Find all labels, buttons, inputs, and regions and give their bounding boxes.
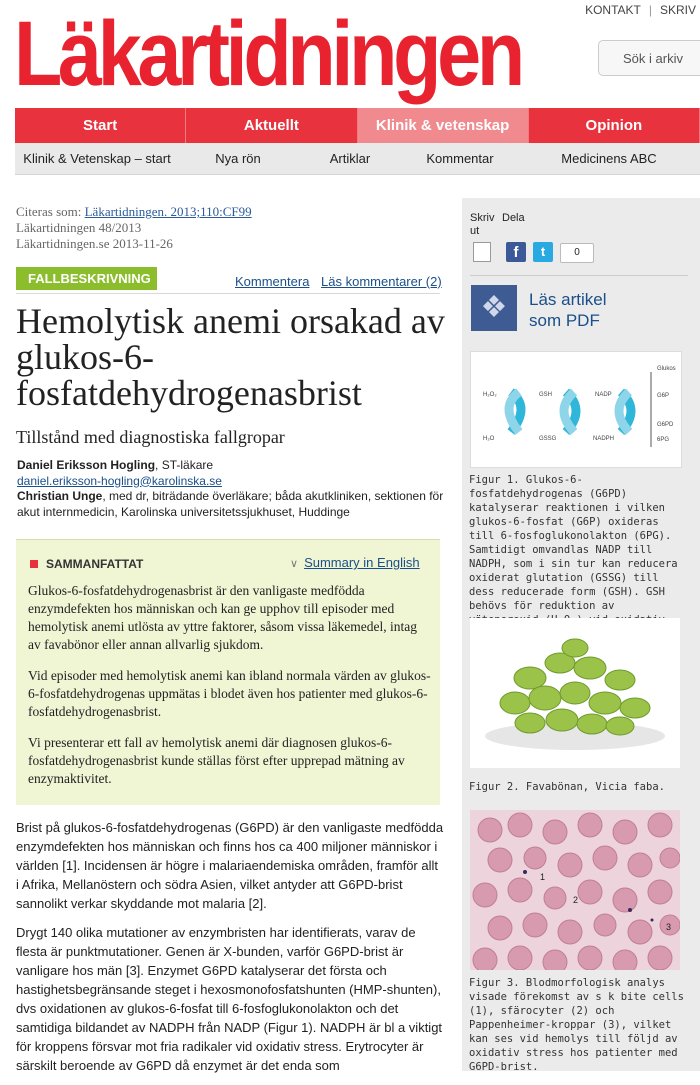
top-links xyxy=(581,3,700,17)
article-subtitle: Tillstånd med diagnostiska fallgropar xyxy=(16,427,285,447)
pdf-icon[interactable]: ❖ xyxy=(471,285,517,331)
secondary-nav xyxy=(15,143,700,175)
nav-opinion[interactable]: Opinion xyxy=(529,108,700,143)
body-paragraph: Brist på glukos-6-fosfatdehydrogenas (G6PD) är den vanligaste medfödda enzymdefekten hos människan och finns hos ca 400 miljoner människor i världen [1]. Incidensen är högre i malariaendemiska områden, framför allt i Afrika, Mellanöstern och södra Asien, vilket antyder att G6PD-brist sannolikt verkar skyddande mot malaria [2]. xyxy=(16,820,444,911)
author1-name: Daniel Eriksson Hogling xyxy=(17,458,156,472)
article-title: Hemolytisk anemi orsakad av glukos-6-fosfatdehydrogenasbrist xyxy=(16,301,445,413)
share-count: 0 xyxy=(560,243,594,263)
summary-heading: SAMMANFATTAT xyxy=(30,557,143,571)
issue-text: Läkartidningen 48/2013 xyxy=(16,220,142,235)
divider xyxy=(470,275,688,276)
search-input[interactable]: Sök i arkiv xyxy=(598,40,700,76)
subnav-nya-ron[interactable]: Nya rön xyxy=(215,151,261,166)
summary-english-toggle[interactable] xyxy=(290,555,420,570)
summary-paragraph: Vi presenterar ett fall av hemolytisk anemi där diagnosen glukos-6-fosfatdehydrogenasbrist kunde ställas först efter upprepad mätning av enzymaktivitet. xyxy=(28,735,405,786)
body-paragraph: Drygt 140 olika mutationer av enzymbristen har identifierats, varav de flesta är punktmutationer. Genen är X-bunden, varför G6PD-brist är vanligare hos män [3]. Enzymet G6PD katalyserar det första och hastighetsbegränsande steget i hexosmonofosfatshunten (HMP-shunten), dvs oxidationen av glukos-6-fosfat till 6-fosfoglukonolakton och det samtidiga bildandet av NADPH från NADP (Figur 1). NADPH är bl a viktigt för kroppens försvar mot fria radikaler vid oxidativ stress. Erytrocyter är särskilt beroende av G6PD då enzymet är det enda som xyxy=(16,925,443,1073)
publish-date: Läkartidningen.se 2013-11-26 xyxy=(16,236,173,251)
figure3-caption: Figur 3. Blodmorfologisk analys visade förekomst av s k bite cells (1), sfärocyter (2) och Pappenheimer-kroppar (3), vilket kan ses vid hemolys till följd av oxidativ stress hos patienter med G6PD-brist. xyxy=(469,977,684,1073)
nav-klinik-vetenskap[interactable]: Klinik & vetenskap xyxy=(358,108,529,143)
chevron-down-icon: ∨ xyxy=(290,558,299,570)
top-links-separator: | xyxy=(648,3,652,17)
fig1-label: NADP xyxy=(595,392,612,398)
cite-link[interactable]: Läkartidningen. 2013;110:CF99 xyxy=(84,204,252,219)
article-body xyxy=(16,818,444,1085)
author2-name: Christian Unge xyxy=(17,489,103,503)
site-logo[interactable]: Läkartidningen xyxy=(14,3,521,105)
divider xyxy=(16,293,440,294)
read-comments-link[interactable]: Läs kommentarer (2) xyxy=(321,274,442,289)
share-label: Dela xyxy=(502,212,525,224)
square-icon xyxy=(30,560,38,568)
fig1-label: GSH xyxy=(539,392,553,398)
figure2-image[interactable] xyxy=(470,618,680,768)
subnav-medicinens-abc[interactable]: Medicinens ABC xyxy=(561,151,657,166)
author-block xyxy=(17,458,447,520)
printer-icon[interactable] xyxy=(473,242,491,262)
summary-body xyxy=(28,582,433,801)
figure3-image[interactable] xyxy=(470,810,680,970)
fig1-label: NADPH xyxy=(593,436,615,442)
summary-paragraph: Vid episoder med hemolytisk anemi kan ibland normala värden av glukos-6-fosfatdehydrogenas uppmätas i blodet även hos patienter med glukos-6-fosfatdehydrogenasbrist. xyxy=(28,668,431,719)
subnav-klinik-start[interactable]: Klinik & Vetenskap – start xyxy=(23,151,171,166)
write-link[interactable]: SKRIV xyxy=(659,3,696,17)
nav-start[interactable]: Start xyxy=(15,108,186,143)
fig3-marker: 1 xyxy=(540,872,546,882)
facebook-icon[interactable]: f xyxy=(506,242,526,262)
print-label[interactable]: Skriv ut xyxy=(470,212,495,237)
citation-block xyxy=(16,204,252,252)
cite-label: Citeras som: xyxy=(16,204,82,219)
primary-nav xyxy=(15,108,700,143)
author2-role: , med dr, biträdande överläkare; båda akutkliniken, sektionen för akut internmedicin, Karolinska universitetssjukhuset, Huddinge xyxy=(17,489,444,519)
contact-link[interactable]: KONTAKT xyxy=(585,3,641,17)
fig1-label: H₂O xyxy=(483,436,495,442)
summary-english-link[interactable]: Summary in English xyxy=(304,555,420,570)
comment-link[interactable]: Kommentera xyxy=(235,274,310,289)
category-badge: FALLBESKRIVNING xyxy=(16,267,157,290)
nav-aktuellt[interactable]: Aktuellt xyxy=(186,108,357,143)
subnav-kommentar[interactable]: Kommentar xyxy=(426,151,494,166)
summary-paragraph: Glukos-6-fosfatdehydrogenasbrist är den vanligaste medfödda enzymdefekten hos människan och kan ge upphov till episoder med hemolytisk anemi utlösta av yttre faktorer, såsom vissa läkemedel, intag av favabönor eller annan allvarlig sjukdom. xyxy=(28,583,417,652)
subnav-artiklar[interactable]: Artiklar xyxy=(329,151,371,166)
fig1-label: Glukos xyxy=(657,366,676,372)
fig1-label: H₂O₂ xyxy=(483,392,497,398)
author1-email-link[interactable]: daniel.eriksson-hogling@karolinska.se xyxy=(17,473,222,488)
fig1-label: GSSG xyxy=(539,436,557,442)
fig1-label: 6PG xyxy=(657,437,670,443)
figure1-caption: Figur 1. Glukos-6-fosfatdehydrogenas (G6PD) katalyserar reaktionen i vilken glukos-6-fosfat (G6P) oxideras till 6-fosfoglukonolakton (6PG). Samtidigt omvandlas NADP till NADPH, som i sin tur kan reducera oxiderat glutation (GSSG) till dess reducerade form (GSH). GSH behövs för reduktion av xyxy=(469,474,678,612)
fig3-marker: 2 xyxy=(573,895,579,905)
comment-links xyxy=(235,274,450,289)
fig1-label: G6P xyxy=(657,393,670,399)
pdf-link[interactable]: Läs artikel som PDF xyxy=(529,290,607,330)
fig1-label: G6PD xyxy=(657,422,674,428)
figure1-diagram[interactable] xyxy=(470,351,682,468)
figure2-caption: Figur 2. Favabönan, Vicia faba. xyxy=(469,781,665,793)
summary-box xyxy=(16,539,440,805)
fig3-marker: 3 xyxy=(666,922,672,932)
twitter-icon[interactable]: t xyxy=(533,242,553,262)
author1-role: , ST-läkare xyxy=(155,458,214,472)
